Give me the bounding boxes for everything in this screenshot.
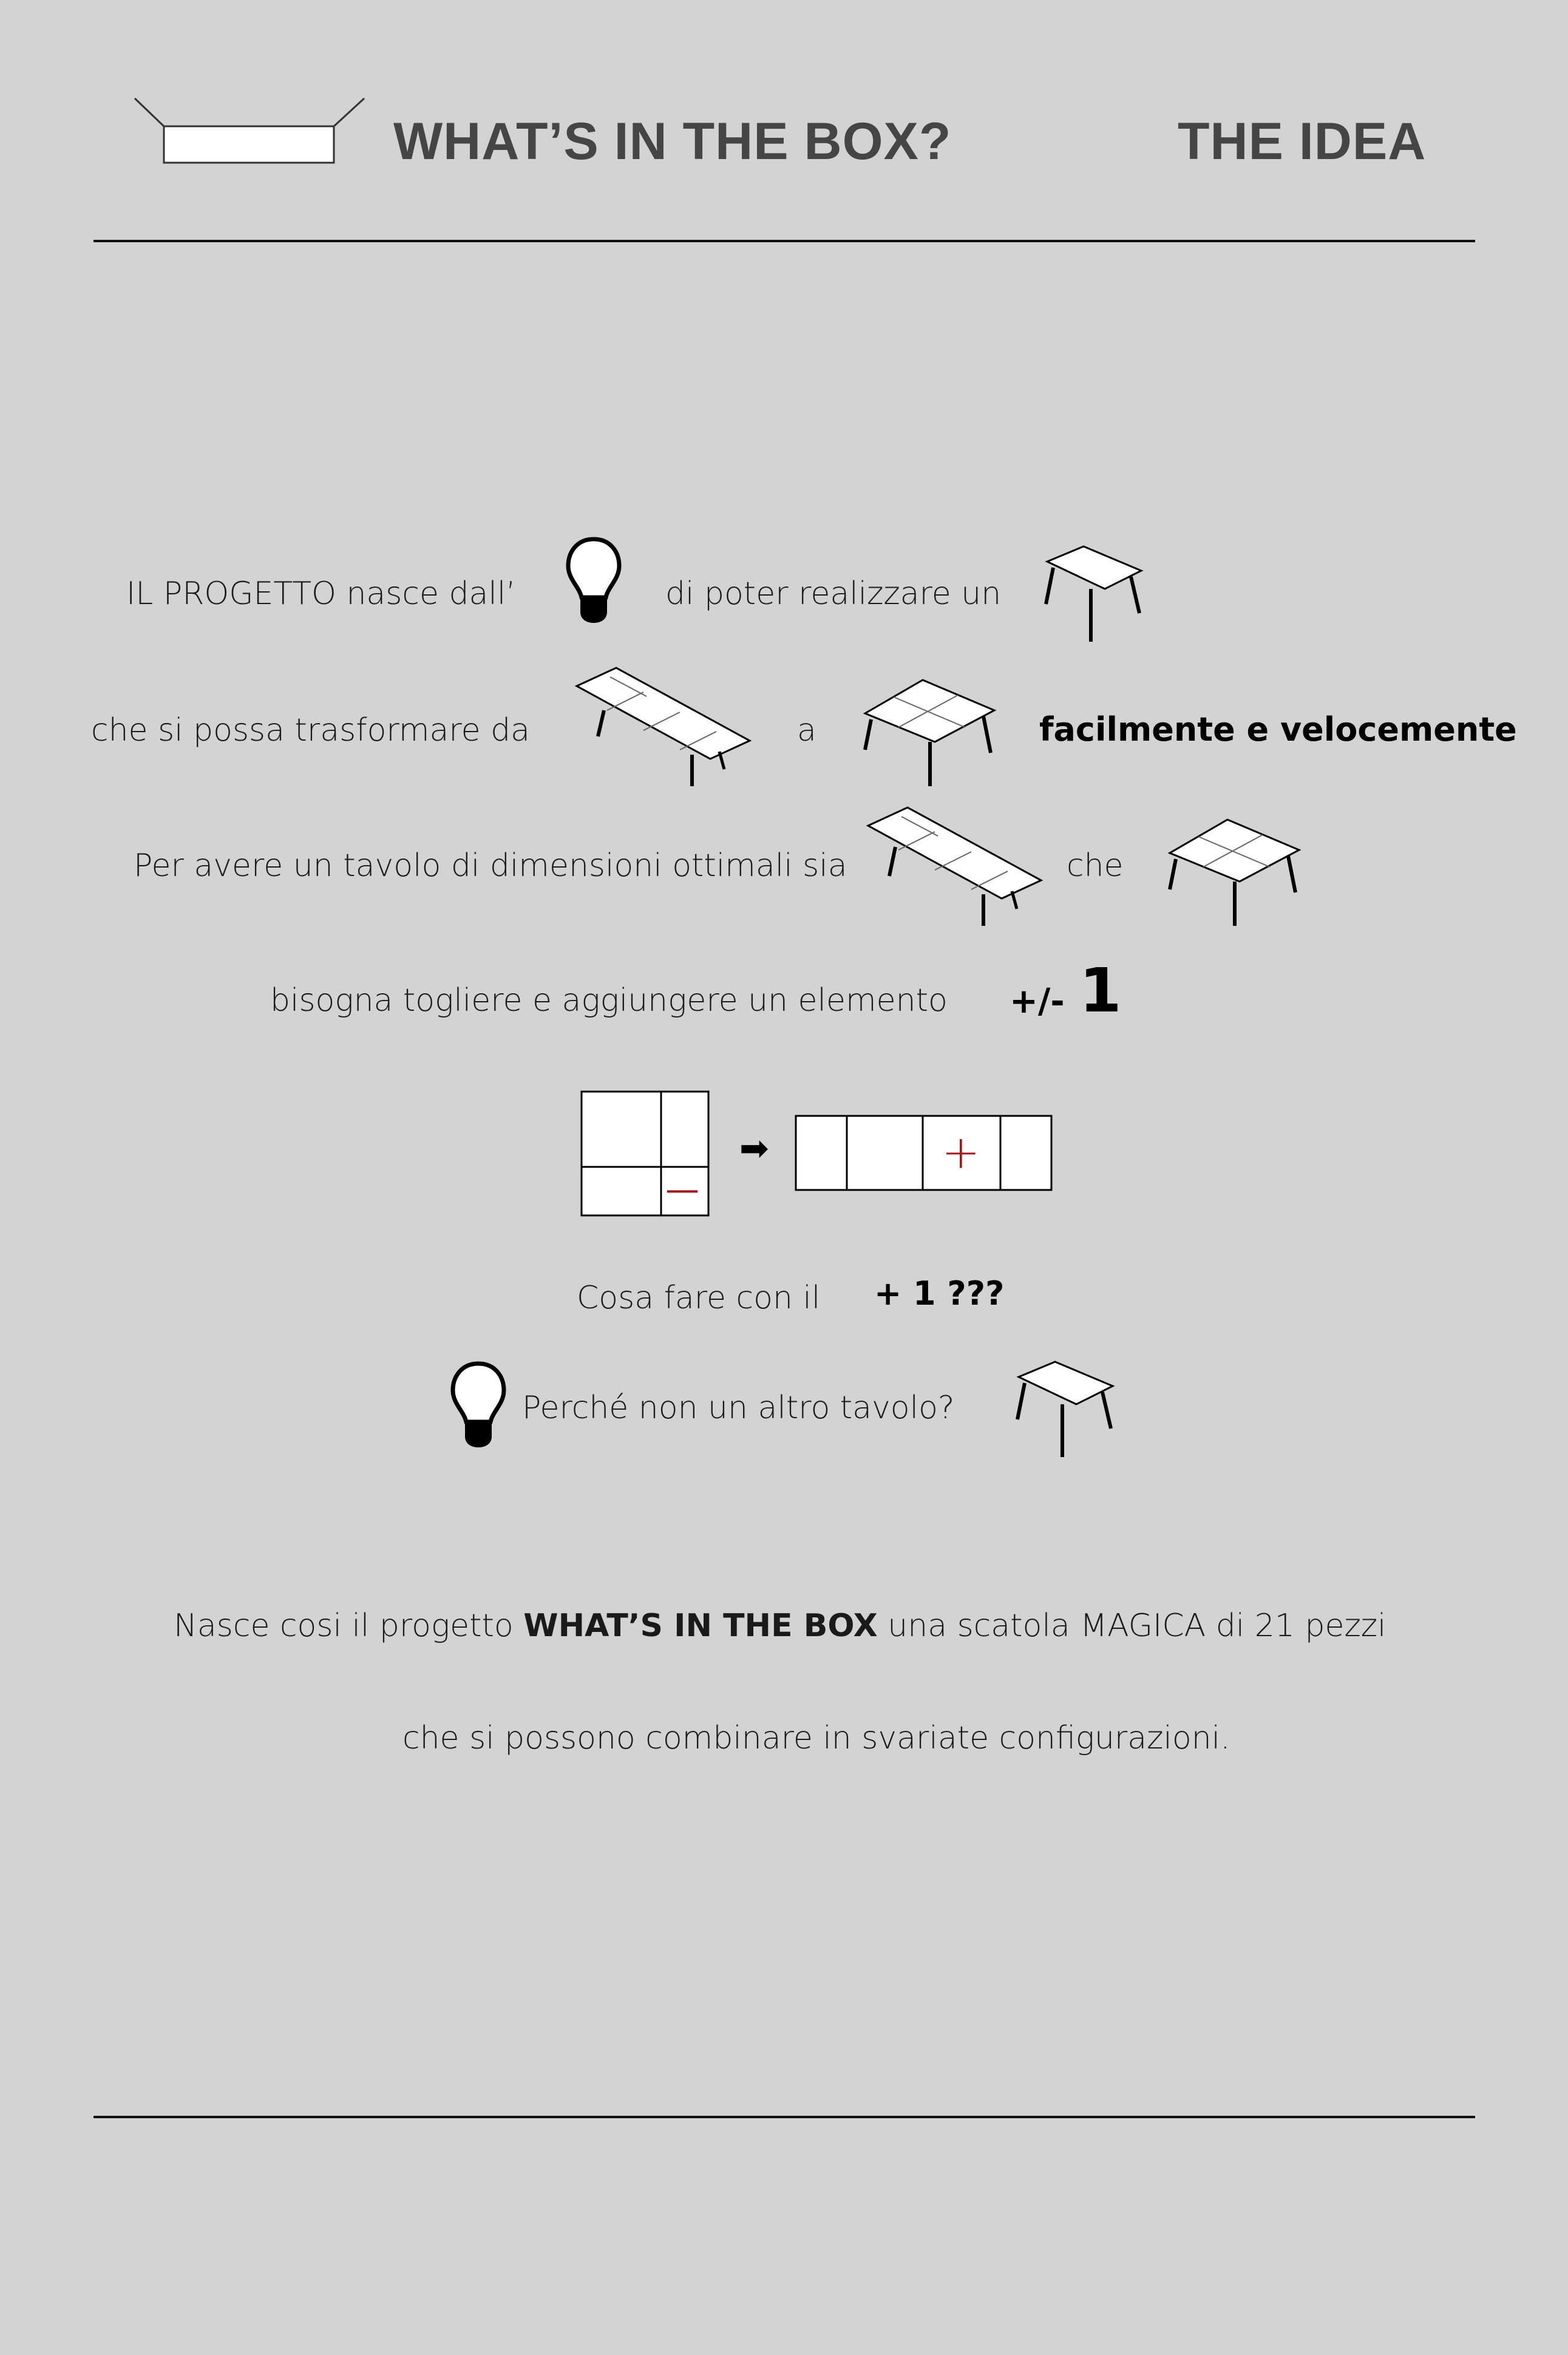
- paragraph-line-2: che si possono combinare in svariate configurazioni.: [402, 1720, 1230, 1756]
- line2-text-b: a: [797, 712, 816, 749]
- box-icon: [127, 91, 370, 170]
- paragraph-text-a: Nasce cosi il progetto: [174, 1608, 524, 1644]
- square-table-4-icon: [1167, 814, 1303, 929]
- line3-text-b: che: [1067, 848, 1124, 884]
- lightbulb-icon: [563, 534, 624, 625]
- line4-text-a: bisogna togliere e aggiungere un elemento: [270, 982, 948, 1019]
- square-table-4-icon: [862, 674, 999, 789]
- long-table-icon: [865, 804, 1041, 926]
- square-table-icon: [1013, 1359, 1116, 1462]
- bottom-divider: [93, 2116, 1475, 2118]
- paragraph-text-c: una scatola MAGICA di 21 pezzi: [877, 1608, 1386, 1644]
- minus-sign: —: [665, 1170, 699, 1209]
- long-table-icon: [574, 665, 750, 786]
- long-config-diagram: [794, 1114, 1053, 1192]
- plus-sign: +: [942, 1125, 980, 1179]
- line6-text: Perché non un altro tavolo?: [522, 1390, 955, 1426]
- section-title: THE IDEA: [1178, 112, 1427, 171]
- line3-text-a: Per avere un tavolo di dimensioni ottimali sia: [134, 848, 847, 884]
- line2-emphasis: facilmente e velocemente: [1039, 710, 1517, 749]
- line1-text-a: IL PROGETTO nasce dall’: [126, 576, 516, 612]
- line2-text-a: che si possa trasformare da: [91, 712, 530, 749]
- lightbulb-icon: [448, 1359, 509, 1450]
- paragraph-project-name: WHAT’S IN THE BOX: [523, 1608, 878, 1644]
- paragraph-line-1: [174, 1610, 1386, 1642]
- arrow-right-icon: ➡: [739, 1127, 769, 1169]
- line1-text-b: di poter realizzare un: [665, 576, 1002, 612]
- plus-one-question: + 1 ???: [874, 1274, 1005, 1313]
- page-title: WHAT’S IN THE BOX?: [393, 112, 952, 171]
- square-table-icon: [1041, 543, 1144, 647]
- plus-minus-label: +/-: [1010, 982, 1065, 1021]
- top-divider: [93, 240, 1475, 242]
- one-label: 1: [1079, 955, 1122, 1026]
- line5-text-a: Cosa fare con il: [577, 1280, 821, 1316]
